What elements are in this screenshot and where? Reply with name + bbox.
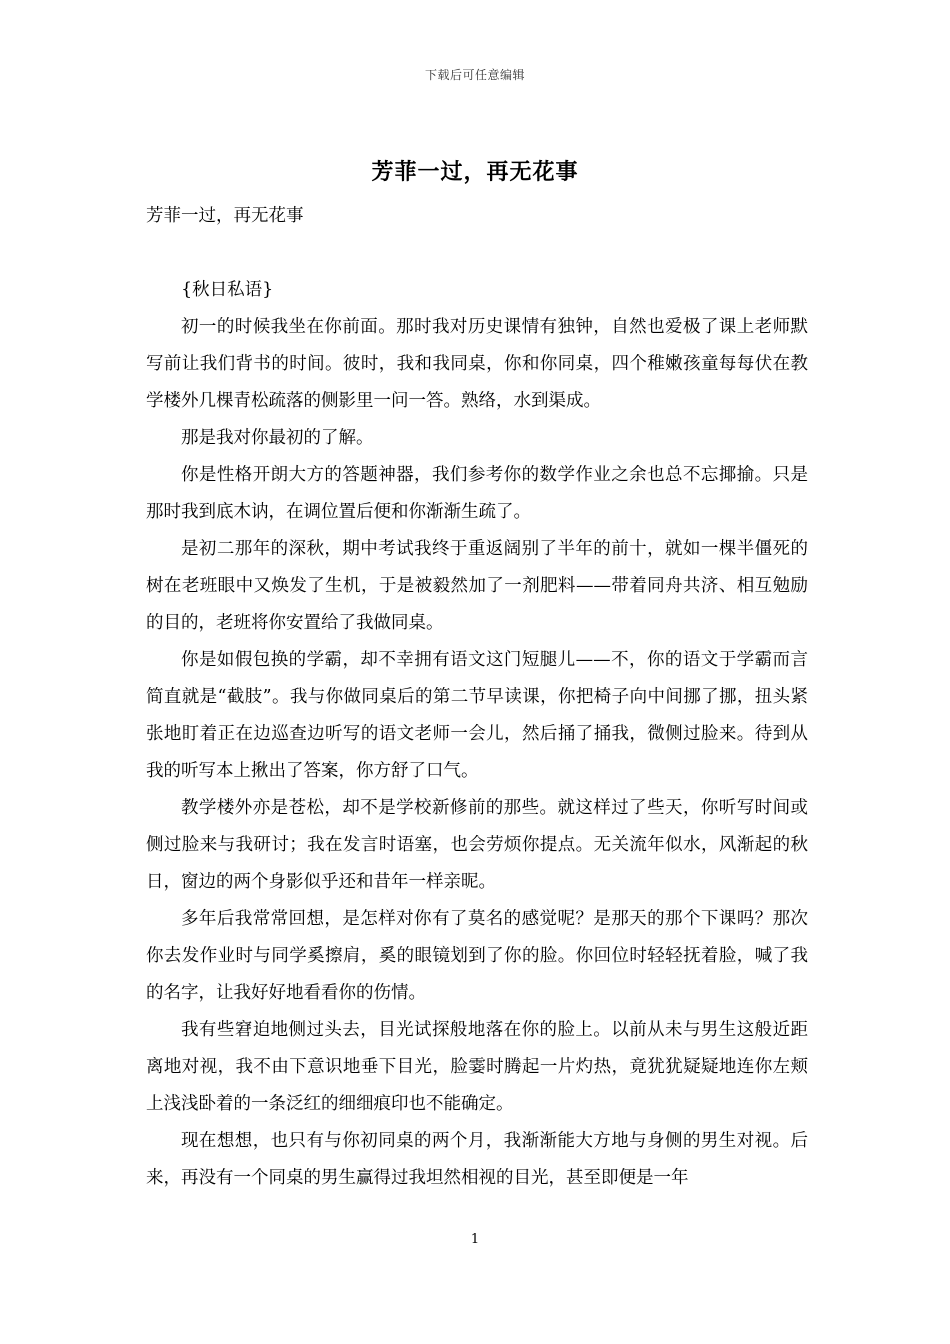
paragraph: 我有些窘迫地侧过头去，目光试探般地落在你的脸上。以前从未与男生这般近距离地对视，我不由下意识地垂下目光，脸霎时腾起一片灼热，竟犹犹疑疑地连你左颊上浅浅卧着的一条泛红的细细痕印也不能确定。 — [146, 1020, 808, 1114]
paragraph: 教学楼外亦是苍松，却不是学校新修前的那些。就这样过了些天，你听写时间或侧过脸来与我研讨；我在发言时语塞，也会劳烦你提点。无关流年似水，风渐起的秋日，窗边的两个身影似乎还和昔年一样亲昵。 — [146, 798, 808, 892]
section-heading: {秋日私语} — [181, 280, 274, 300]
document-title: 芳菲一过，再无花事 — [371, 159, 579, 185]
paragraph: 你是性格开朗大方的答题神器，我们参考你的数学作业之余也总不忘揶揄。只是那时我到底木讷，在调位置后便和你渐渐生疏了。 — [146, 465, 808, 522]
page-number: 1 — [470, 1232, 480, 1247]
document-body — [146, 198, 808, 1197]
paragraph: 你是如假包换的学霸，却不幸拥有语文这门短腿儿——不，你的语文于学霸而言简直就是“截肢”。我与你做同桌后的第二节早读课，你把椅子向中间挪了挪，扭头紧张地盯着正在边巡查边听写的语文老师一会儿，然后捅了捅我，微侧过脸来。待到从我的听写本上揪出了答案，你方舒了口气。 — [146, 650, 808, 781]
paragraph: 多年后我常常回想，是怎样对你有了莫名的感觉呢？是那天的那个下课吗？那次你去发作业时与同学奚擦肩，奚的眼镜划到了你的脸。你回位时轻轻抚着脸，喊了我的名字，让我好好地看看你的伤情。 — [146, 909, 808, 1003]
paragraph: 现在想想，也只有与你初同桌的两个月，我渐渐能大方地与身侧的男生对视。后来，再没有一个同桌的男生赢得过我坦然相视的目光，甚至即便是一年 — [146, 1131, 808, 1188]
paragraph: 那是我对你最初的了解。 — [181, 428, 374, 448]
paragraph: 初一的时候我坐在你前面。那时我对历史课情有独钟，自然也爱极了课上老师默写前让我们背书的时间。彼时，我和我同桌，你和你同桌，四个稚嫩孩童每每伏在教学楼外几棵青松疏落的侧影里一问一答。熟络，水到渠成。 — [146, 317, 808, 411]
document-subtitle: 芳菲一过，再无花事 — [146, 206, 304, 226]
paragraph: 是初二那年的深秋，期中考试我终于重返阔别了半年的前十，就如一棵半僵死的树在老班眼中又焕发了生机，于是被毅然加了一剂肥料——带着同舟共济、相互勉励的目的，老班将你安置给了我做同桌。 — [146, 539, 808, 633]
header-note: 下载后可任意编辑 — [424, 68, 525, 82]
